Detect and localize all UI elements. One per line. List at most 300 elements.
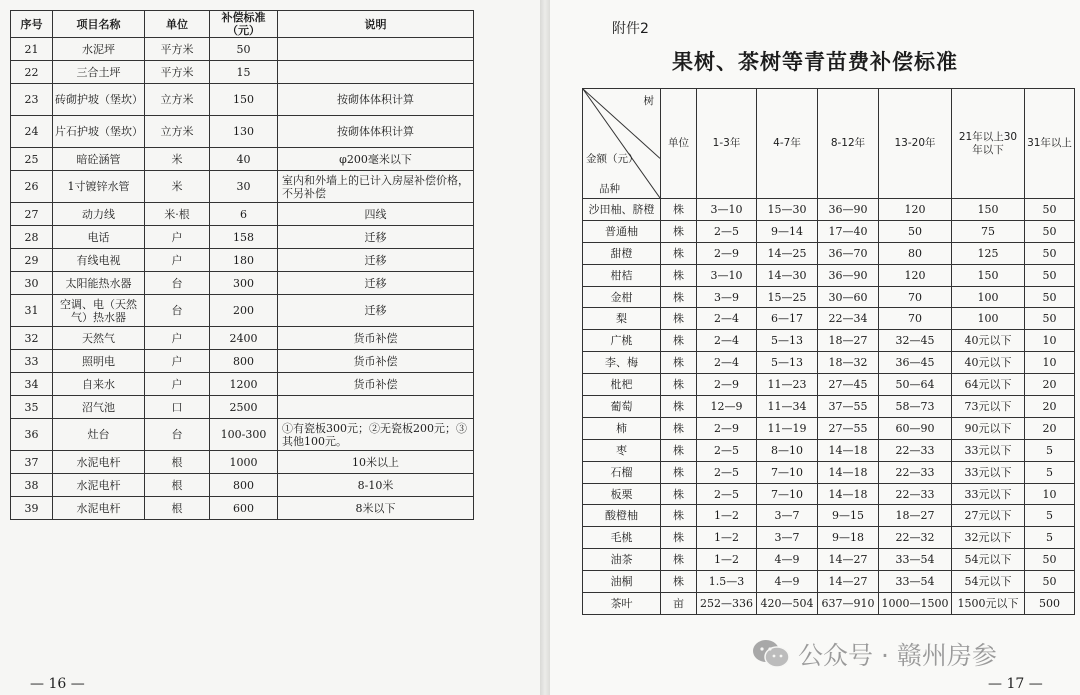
cell-31-plus: 10 (1025, 483, 1075, 505)
table-row (583, 352, 1075, 374)
cell-8-12: 14—27 (818, 571, 879, 593)
cell-variety: 金柑 (583, 286, 661, 308)
cell-4-7: 4—9 (757, 549, 818, 571)
cell-21-30: 33元以下 (952, 483, 1025, 505)
cell-31-plus: 20 (1025, 417, 1075, 439)
cell-4-7: 3—7 (757, 505, 818, 527)
cell-unit: 株 (661, 396, 697, 418)
cell-unit: 根 (145, 497, 210, 520)
cell-unit: 株 (661, 549, 697, 571)
cell-standard: 2500 (210, 396, 278, 419)
cell-1-3: 2—5 (697, 483, 757, 505)
cell-name: 水泥电杆 (53, 474, 145, 497)
cell-unit: 株 (661, 571, 697, 593)
cell-21-30: 100 (952, 286, 1025, 308)
table-row (583, 527, 1075, 549)
cell-1-3: 1.5—3 (697, 571, 757, 593)
cell-31-plus: 5 (1025, 505, 1075, 527)
cell-8-12: 36—90 (818, 264, 879, 286)
cell-variety: 油桐 (583, 571, 661, 593)
cell-8-12: 9—18 (818, 527, 879, 549)
cell-21-30: 73元以下 (952, 396, 1025, 418)
cell-desc: φ200毫米以下 (278, 148, 474, 171)
table-row (11, 474, 474, 497)
cell-unit: 平方米 (145, 61, 210, 84)
cell-21-30: 32元以下 (952, 527, 1025, 549)
cell-name: 照明电 (53, 350, 145, 373)
cell-13-20: 32—45 (879, 330, 952, 352)
table-row (11, 203, 474, 226)
cell-unit: 立方米 (145, 116, 210, 148)
table-row (11, 148, 474, 171)
cell-no: 27 (11, 203, 53, 226)
table-row (583, 374, 1075, 396)
cell-no: 31 (11, 295, 53, 327)
cell-31-plus: 5 (1025, 439, 1075, 461)
header-4-7-years: 4-7年 (757, 89, 818, 199)
cell-1-3: 2—5 (697, 439, 757, 461)
cell-variety: 葡萄 (583, 396, 661, 418)
table-row (11, 116, 474, 148)
cell-4-7: 6—17 (757, 308, 818, 330)
cell-name: 空调、电（天然气）热水器 (53, 295, 145, 327)
cell-desc: 8-10米 (278, 474, 474, 497)
cell-desc: 按砌体体积计算 (278, 116, 474, 148)
cell-variety: 柑桔 (583, 264, 661, 286)
cell-8-12: 9—15 (818, 505, 879, 527)
cell-no: 33 (11, 350, 53, 373)
cell-unit: 户 (145, 249, 210, 272)
cell-unit: 根 (145, 474, 210, 497)
cell-unit: 株 (661, 330, 697, 352)
cell-13-20: 22—33 (879, 439, 952, 461)
cell-4-7: 7—10 (757, 461, 818, 483)
cell-unit: 株 (661, 505, 697, 527)
table-row (11, 373, 474, 396)
cell-13-20: 22—33 (879, 461, 952, 483)
cell-standard: 2400 (210, 327, 278, 350)
cell-8-12: 14—27 (818, 549, 879, 571)
cell-13-20: 80 (879, 242, 952, 264)
cell-variety: 李、梅 (583, 352, 661, 374)
table-row (583, 417, 1075, 439)
table-row (583, 571, 1075, 593)
cell-name: 自来水 (53, 373, 145, 396)
cell-desc: 迁移 (278, 272, 474, 295)
cell-31-plus: 5 (1025, 461, 1075, 483)
table-row (11, 272, 474, 295)
cell-1-3: 3—10 (697, 264, 757, 286)
cell-name: 灶台 (53, 419, 145, 451)
cell-desc: 按砌体体积计算 (278, 84, 474, 116)
cell-unit: 株 (661, 352, 697, 374)
table-row (583, 461, 1075, 483)
cell-name: 片石护坡（堡坎） (53, 116, 145, 148)
cell-1-3: 252—336 (697, 593, 757, 615)
cell-unit: 台 (145, 272, 210, 295)
cell-no: 24 (11, 116, 53, 148)
cell-variety: 枇杷 (583, 374, 661, 396)
cell-name: 天然气 (53, 327, 145, 350)
header-13-20-years: 13-20年 (879, 89, 952, 199)
cell-name: 有线电视 (53, 249, 145, 272)
cell-8-12: 14—18 (818, 461, 879, 483)
corner-top-label: 树 (643, 95, 654, 107)
cell-31-plus: 50 (1025, 264, 1075, 286)
cell-unit: 株 (661, 286, 697, 308)
cell-unit: 株 (661, 417, 697, 439)
cell-standard: 800 (210, 350, 278, 373)
cell-standard: 50 (210, 38, 278, 61)
cell-unit: 株 (661, 264, 697, 286)
cell-name: 动力线 (53, 203, 145, 226)
cell-variety: 普通柚 (583, 220, 661, 242)
cell-31-plus: 50 (1025, 220, 1075, 242)
cell-name: 沼气池 (53, 396, 145, 419)
cell-21-30: 150 (952, 199, 1025, 221)
cell-no: 21 (11, 38, 53, 61)
cell-unit: 株 (661, 527, 697, 549)
cell-31-plus: 50 (1025, 549, 1075, 571)
cell-1-3: 2—9 (697, 374, 757, 396)
cell-13-20: 50 (879, 220, 952, 242)
cell-4-7: 11—23 (757, 374, 818, 396)
cell-variety: 茶叶 (583, 593, 661, 615)
cell-31-plus: 50 (1025, 242, 1075, 264)
cell-21-30: 1500元以下 (952, 593, 1025, 615)
cell-1-3: 2—4 (697, 352, 757, 374)
cell-unit: 户 (145, 327, 210, 350)
cell-8-12: 36—90 (818, 199, 879, 221)
corner-diagonal-header (583, 89, 661, 199)
cell-21-30: 64元以下 (952, 374, 1025, 396)
cell-1-3: 2—4 (697, 308, 757, 330)
cell-8-12: 30—60 (818, 286, 879, 308)
cell-standard: 130 (210, 116, 278, 148)
cell-4-7: 8—10 (757, 439, 818, 461)
cell-21-30: 33元以下 (952, 461, 1025, 483)
cell-4-7: 14—30 (757, 264, 818, 286)
cell-standard: 1200 (210, 373, 278, 396)
cell-variety: 酸橙柚 (583, 505, 661, 527)
cell-8-12: 18—27 (818, 330, 879, 352)
cell-21-30: 125 (952, 242, 1025, 264)
cell-4-7: 5—13 (757, 330, 818, 352)
cell-no: 36 (11, 419, 53, 451)
cell-21-30: 40元以下 (952, 352, 1025, 374)
table-row (583, 264, 1075, 286)
cell-1-3: 12—9 (697, 396, 757, 418)
table-row (583, 220, 1075, 242)
cell-4-7: 7—10 (757, 483, 818, 505)
table-row (583, 330, 1075, 352)
cell-31-plus: 50 (1025, 308, 1075, 330)
table-row (583, 439, 1075, 461)
cell-31-plus: 20 (1025, 396, 1075, 418)
cell-31-plus: 50 (1025, 571, 1075, 593)
page-number-left: — 16 — (30, 676, 85, 692)
table-row (11, 61, 474, 84)
attachment-label: 附件2 (612, 21, 649, 37)
right-page (550, 0, 1080, 695)
cell-unit: 平方米 (145, 38, 210, 61)
cell-standard: 100-300 (210, 419, 278, 451)
header-31-years-plus: 31年以上 (1025, 89, 1075, 199)
header-unit: 单位 (661, 89, 697, 199)
cell-4-7: 420—504 (757, 593, 818, 615)
cell-31-plus: 500 (1025, 593, 1075, 615)
book-gutter (540, 0, 550, 695)
table-row (11, 84, 474, 116)
cell-desc: 货币补偿 (278, 350, 474, 373)
cell-unit: 户 (145, 373, 210, 396)
table-row (11, 396, 474, 419)
cell-variety: 沙田柚、脐橙 (583, 199, 661, 221)
page-title: 果树、茶树等青苗费补偿标准 (672, 50, 958, 74)
table-header-row (11, 11, 474, 38)
cell-variety: 梨 (583, 308, 661, 330)
cell-4-7: 14—25 (757, 242, 818, 264)
cell-variety: 枣 (583, 439, 661, 461)
cell-unit: 株 (661, 199, 697, 221)
cell-4-7: 4—9 (757, 571, 818, 593)
cell-1-3: 3—9 (697, 286, 757, 308)
cell-13-20: 58—73 (879, 396, 952, 418)
table-row (583, 483, 1075, 505)
cell-unit: 根 (145, 451, 210, 474)
table-row (11, 171, 474, 203)
cell-8-12: 36—70 (818, 242, 879, 264)
cell-13-20: 50—64 (879, 374, 952, 396)
cell-4-7: 15—25 (757, 286, 818, 308)
seedling-compensation-table (582, 88, 1075, 615)
cell-name: 1寸镀锌水管 (53, 171, 145, 203)
cell-standard: 200 (210, 295, 278, 327)
cell-13-20: 60—90 (879, 417, 952, 439)
cell-21-30: 27元以下 (952, 505, 1025, 527)
cell-desc (278, 38, 474, 61)
cell-4-7: 11—34 (757, 396, 818, 418)
cell-desc (278, 61, 474, 84)
cell-4-7: 3—7 (757, 527, 818, 549)
cell-name: 砖砌护坡（堡坎） (53, 84, 145, 116)
wechat-icon (752, 638, 790, 670)
cell-desc: ①有瓷板300元；②无瓷板200元；③其他100元。 (278, 419, 474, 451)
cell-21-30: 100 (952, 308, 1025, 330)
cell-1-3: 2—5 (697, 461, 757, 483)
cell-21-30: 54元以下 (952, 549, 1025, 571)
cell-31-plus: 5 (1025, 527, 1075, 549)
cell-4-7: 15—30 (757, 199, 818, 221)
header-name: 项目名称 (53, 11, 145, 38)
cell-desc: 迁移 (278, 295, 474, 327)
cell-13-20: 33—54 (879, 571, 952, 593)
corner-middle-label: 金额（元） (586, 153, 639, 165)
cell-8-12: 637—910 (818, 593, 879, 615)
cell-8-12: 18—32 (818, 352, 879, 374)
cell-standard: 30 (210, 171, 278, 203)
cell-21-30: 150 (952, 264, 1025, 286)
cell-standard: 158 (210, 226, 278, 249)
cell-unit: 株 (661, 439, 697, 461)
cell-unit: 株 (661, 461, 697, 483)
cell-4-7: 9—14 (757, 220, 818, 242)
cell-no: 28 (11, 226, 53, 249)
cell-no: 25 (11, 148, 53, 171)
cell-no: 22 (11, 61, 53, 84)
cell-unit: 亩 (661, 593, 697, 615)
cell-name: 太阳能热水器 (53, 272, 145, 295)
header-1-3-years: 1-3年 (697, 89, 757, 199)
table-row (583, 505, 1075, 527)
cell-standard: 600 (210, 497, 278, 520)
header-8-12-years: 8-12年 (818, 89, 879, 199)
table-header-row (583, 89, 1075, 199)
header-unit: 单位 (145, 11, 210, 38)
cell-21-30: 90元以下 (952, 417, 1025, 439)
cell-no: 30 (11, 272, 53, 295)
watermark (752, 636, 997, 672)
cell-no: 39 (11, 497, 53, 520)
cell-unit: 米 (145, 171, 210, 203)
cell-unit: 株 (661, 220, 697, 242)
table-row (11, 497, 474, 520)
cell-4-7: 5—13 (757, 352, 818, 374)
cell-unit: 户 (145, 226, 210, 249)
cell-no: 23 (11, 84, 53, 116)
cell-unit: 米 (145, 148, 210, 171)
cell-21-30: 75 (952, 220, 1025, 242)
cell-name: 水泥电杆 (53, 451, 145, 474)
cell-13-20: 36—45 (879, 352, 952, 374)
table-row (583, 308, 1075, 330)
cell-unit: 立方米 (145, 84, 210, 116)
cell-31-plus: 50 (1025, 199, 1075, 221)
cell-31-plus: 50 (1025, 286, 1075, 308)
cell-unit: 口 (145, 396, 210, 419)
cell-13-20: 1000—1500 (879, 593, 952, 615)
cell-desc: 迁移 (278, 249, 474, 272)
table-row (583, 396, 1075, 418)
cell-desc: 室内和外墙上的已计入房屋补偿价格，不另补偿 (278, 171, 474, 203)
cell-31-plus: 10 (1025, 352, 1075, 374)
cell-desc (278, 396, 474, 419)
cell-31-plus: 20 (1025, 374, 1075, 396)
cell-13-20: 18—27 (879, 505, 952, 527)
cell-1-3: 1—2 (697, 527, 757, 549)
cell-unit: 株 (661, 374, 697, 396)
cell-standard: 40 (210, 148, 278, 171)
cell-unit: 台 (145, 419, 210, 451)
cell-1-3: 2—4 (697, 330, 757, 352)
cell-no: 26 (11, 171, 53, 203)
header-21-30-years: 21年以上30年以下 (952, 89, 1025, 199)
cell-no: 34 (11, 373, 53, 396)
cell-1-3: 1—2 (697, 549, 757, 571)
cell-desc: 迁移 (278, 226, 474, 249)
cell-8-12: 37—55 (818, 396, 879, 418)
page-number-right: — 17 — (988, 676, 1043, 692)
table-row (583, 242, 1075, 264)
header-standard: 补偿标准（元） (210, 11, 278, 38)
table-row (11, 249, 474, 272)
compensation-table-left (10, 10, 474, 520)
cell-variety: 板栗 (583, 483, 661, 505)
table-row (11, 38, 474, 61)
table-row (583, 549, 1075, 571)
cell-variety: 毛桃 (583, 527, 661, 549)
cell-21-30: 54元以下 (952, 571, 1025, 593)
cell-no: 35 (11, 396, 53, 419)
table-row (11, 419, 474, 451)
cell-1-3: 2—5 (697, 220, 757, 242)
cell-desc: 10米以上 (278, 451, 474, 474)
watermark-text: 公众号 · 赣州房参 (798, 641, 997, 670)
cell-variety: 油茶 (583, 549, 661, 571)
cell-standard: 180 (210, 249, 278, 272)
cell-variety: 甜橙 (583, 242, 661, 264)
cell-standard: 300 (210, 272, 278, 295)
cell-8-12: 22—34 (818, 308, 879, 330)
cell-13-20: 120 (879, 264, 952, 286)
cell-4-7: 11—19 (757, 417, 818, 439)
cell-desc: 货币补偿 (278, 373, 474, 396)
cell-1-3: 3—10 (697, 199, 757, 221)
cell-name: 三合土坪 (53, 61, 145, 84)
cell-name: 暗砼涵管 (53, 148, 145, 171)
cell-name: 水泥电杆 (53, 497, 145, 520)
cell-unit: 户 (145, 350, 210, 373)
cell-13-20: 22—33 (879, 483, 952, 505)
header-no: 序号 (11, 11, 53, 38)
cell-desc: 8米以下 (278, 497, 474, 520)
cell-8-12: 27—45 (818, 374, 879, 396)
cell-8-12: 14—18 (818, 439, 879, 461)
cell-standard: 15 (210, 61, 278, 84)
cell-unit: 米·根 (145, 203, 210, 226)
cell-standard: 1000 (210, 451, 278, 474)
cell-13-20: 70 (879, 286, 952, 308)
cell-desc: 货币补偿 (278, 327, 474, 350)
cell-13-20: 22—32 (879, 527, 952, 549)
cell-8-12: 14—18 (818, 483, 879, 505)
table-row (11, 350, 474, 373)
cell-name: 电话 (53, 226, 145, 249)
corner-bottom-label: 品种 (599, 183, 620, 195)
cell-31-plus: 10 (1025, 330, 1075, 352)
cell-8-12: 27—55 (818, 417, 879, 439)
cell-unit: 株 (661, 308, 697, 330)
table-row (583, 593, 1075, 615)
header-desc: 说明 (278, 11, 474, 38)
cell-unit: 株 (661, 242, 697, 264)
cell-no: 32 (11, 327, 53, 350)
cell-13-20: 33—54 (879, 549, 952, 571)
table-row (11, 295, 474, 327)
cell-21-30: 33元以下 (952, 439, 1025, 461)
cell-no: 29 (11, 249, 53, 272)
table-row (583, 286, 1075, 308)
cell-13-20: 120 (879, 199, 952, 221)
cell-1-3: 2—9 (697, 417, 757, 439)
table-row (11, 226, 474, 249)
cell-no: 38 (11, 474, 53, 497)
table-row (11, 451, 474, 474)
cell-8-12: 17—40 (818, 220, 879, 242)
cell-standard: 6 (210, 203, 278, 226)
cell-unit: 株 (661, 483, 697, 505)
cell-standard: 800 (210, 474, 278, 497)
